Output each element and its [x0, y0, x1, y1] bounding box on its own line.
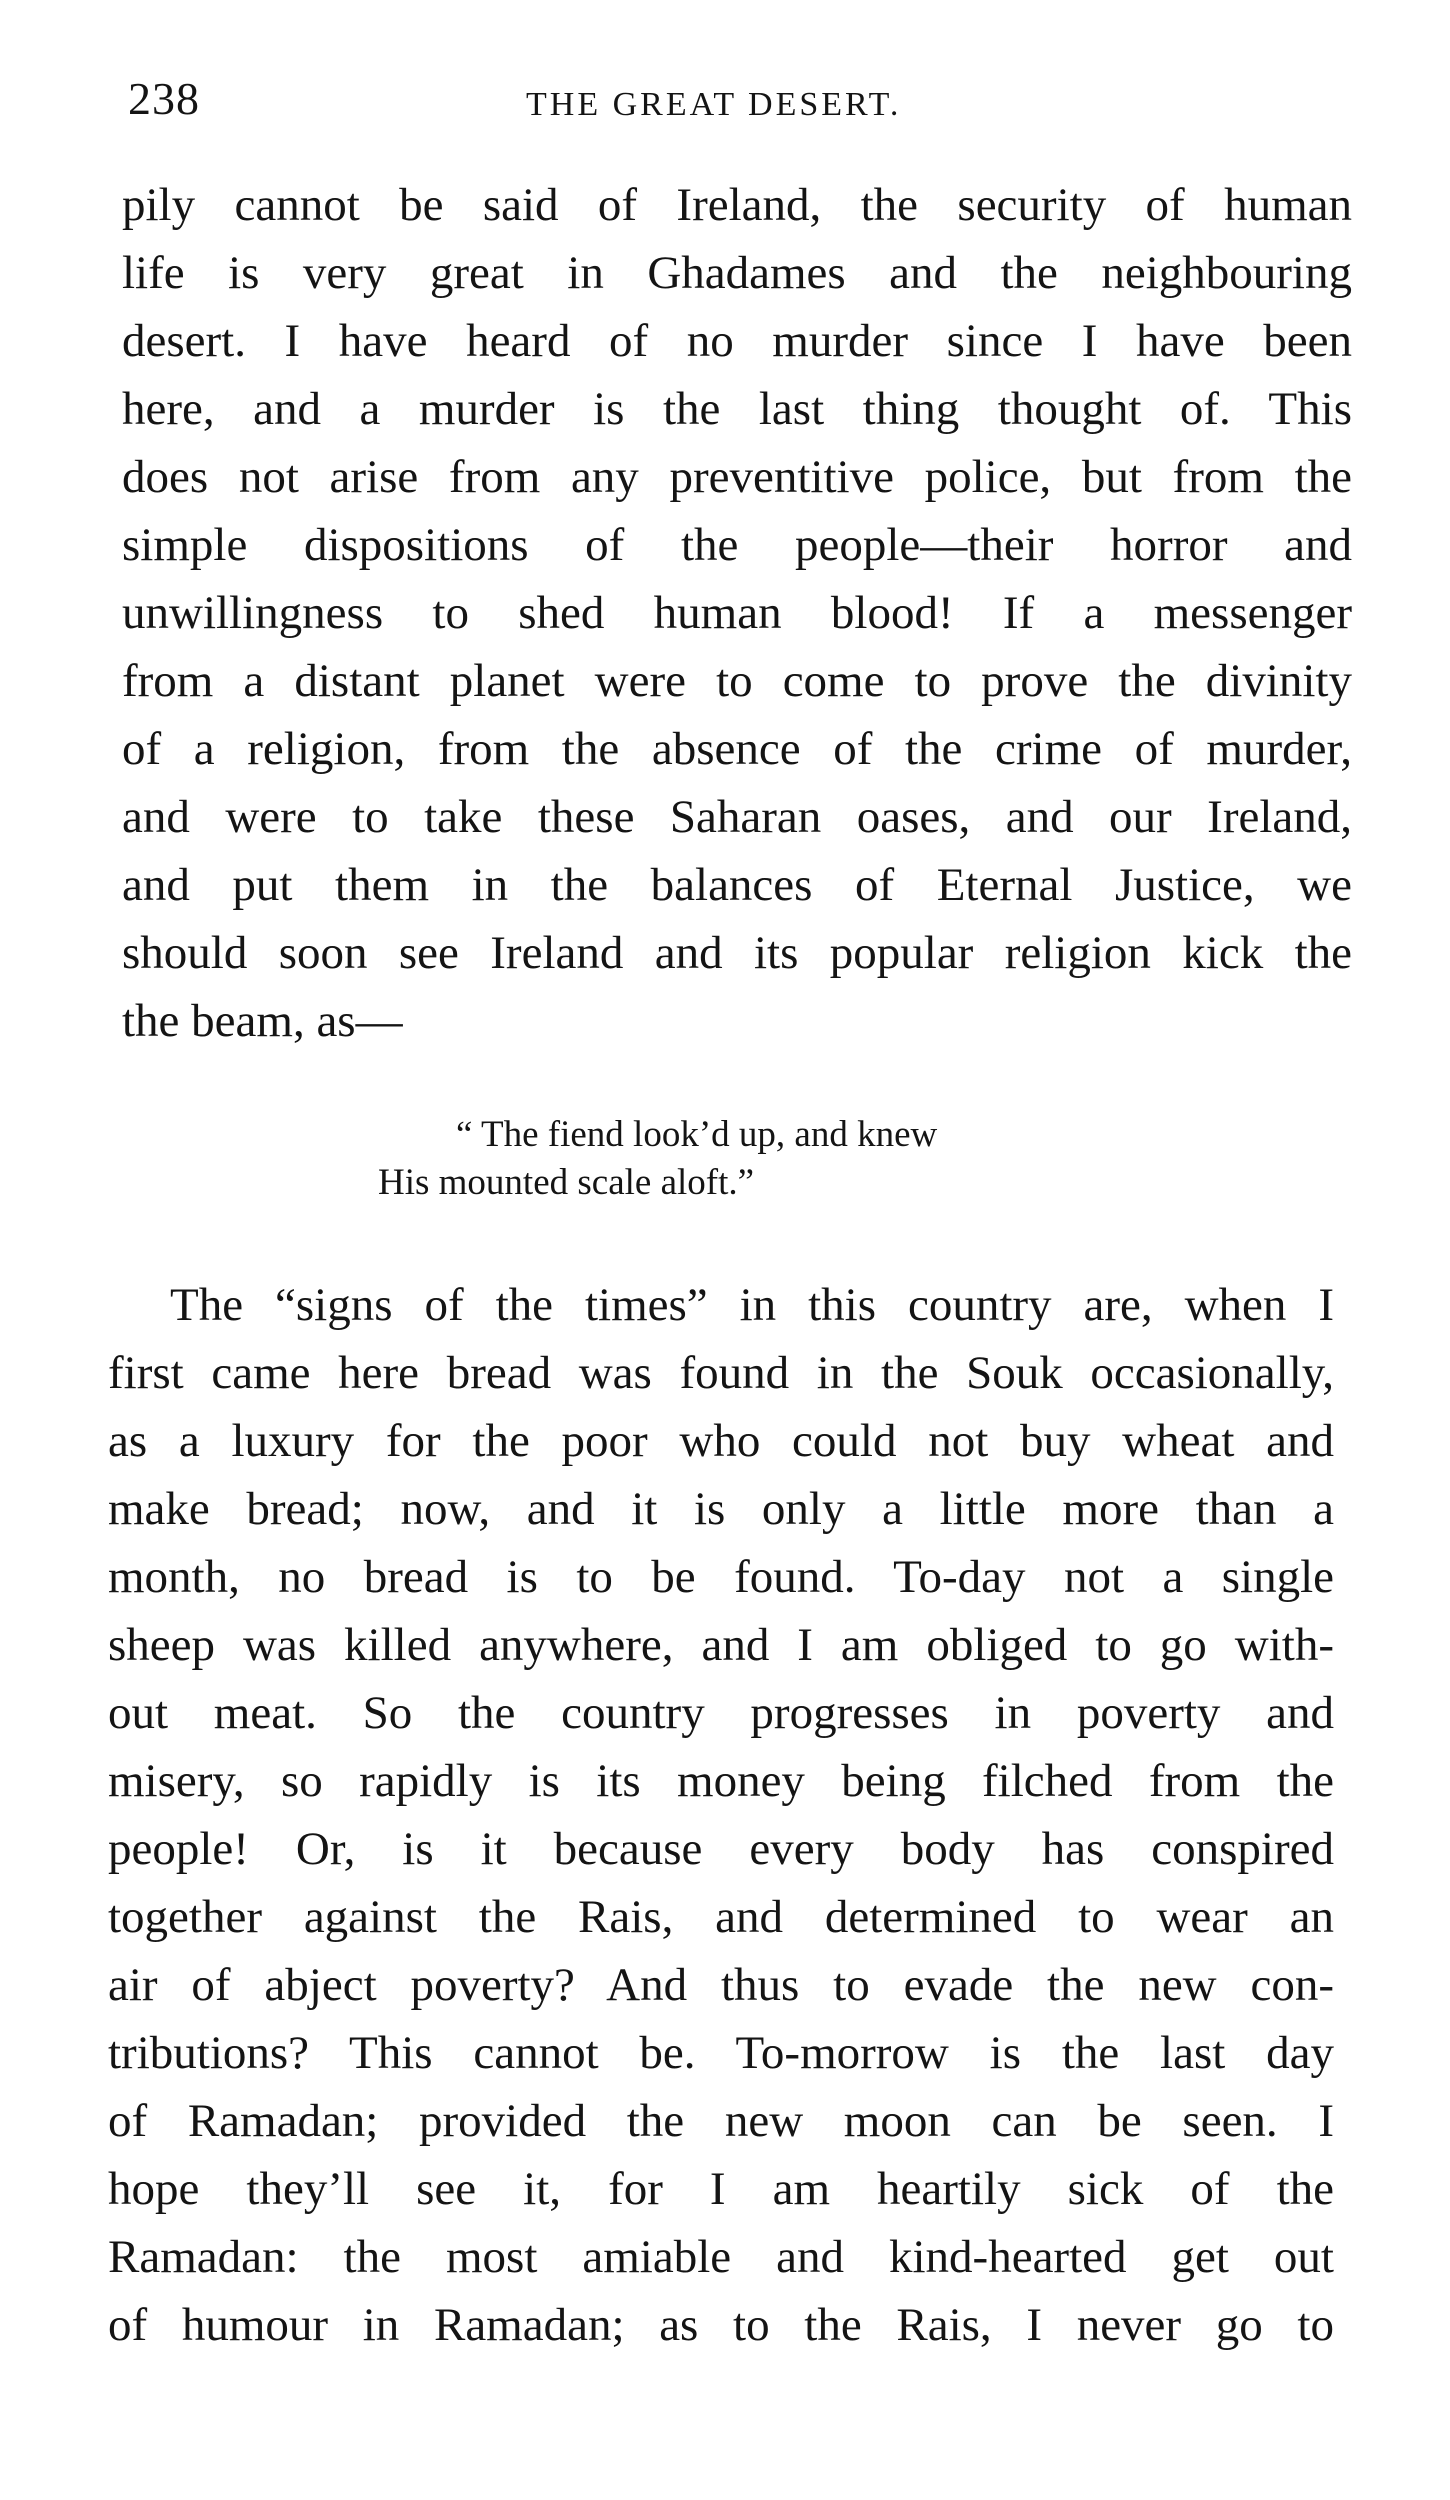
paragraph-2-line: first came here bread was found in the Souk occasionally, [108, 1347, 1334, 1399]
paragraph-1-line: life is very great in Ghadames and the neighbouring [122, 247, 1352, 299]
paragraph-1-line: pily cannot be said of Ireland, the security of human [122, 179, 1352, 231]
paragraph-1-line: unwillingness to shed human blood! If a messenger [122, 587, 1352, 639]
running-head-title: THE GREAT DESERT. [526, 86, 902, 123]
paragraph-2-line: The “signs of the times” in this country are, when I [170, 1279, 1334, 1331]
paragraph-2-line: together against the Rais, and determined to wear an [108, 1891, 1334, 1943]
paragraph-2-line: of Ramadan; provided the new moon can be seen. I [108, 2095, 1334, 2147]
paragraph-1-line: simple dispositions of the people—their horror and [122, 519, 1352, 571]
paragraph-2-line: out meat. So the country progresses in poverty and [108, 1687, 1334, 1739]
paragraph-1-line: desert. I have heard of no murder since I have been [122, 315, 1352, 367]
paragraph-1-line: the beam, as— [122, 995, 403, 1047]
running-head [128, 72, 1358, 142]
paragraph-1-line: here, and a murder is the last thing thought of. This [122, 383, 1352, 435]
paragraph-2-line: people! Or, is it because every body has conspired [108, 1823, 1334, 1875]
paragraph-2-line: make bread; now, and it is only a little more than a [108, 1483, 1334, 1535]
paragraph-2-line: Ramadan: the most amiable and kind-hearted get out [108, 2231, 1334, 2283]
paragraph-2-line: air of abject poverty? And thus to evade the new con- [108, 1959, 1334, 2011]
paragraph-2-line: sheep was killed anywhere, and I am obliged to go with- [108, 1619, 1334, 1671]
paragraph-1-line: of a religion, from the absence of the crime of murder, [122, 723, 1352, 775]
paragraph-2-line: misery, so rapidly is its money being filched from the [108, 1755, 1334, 1807]
paragraph-2-line: of humour in Ramadan; as to the Rais, I never go to [108, 2299, 1334, 2351]
paragraph-2-line: hope they’ll see it, for I am heartily sick of the [108, 2163, 1334, 2215]
paragraph-1-line: should soon see Ireland and its popular religion kick the [122, 927, 1352, 979]
quote-line: His mounted scale aloft.” [378, 1162, 755, 1203]
paragraph-1-line: and were to take these Saharan oases, and our Ireland, [122, 791, 1352, 843]
paragraph-2-line: as a luxury for the poor who could not buy wheat and [108, 1415, 1334, 1467]
paragraph-2-line: month, no bread is to be found. To-day not a single [108, 1551, 1334, 1603]
quote-line: “ The fiend look’d up, and knew [456, 1114, 938, 1155]
paragraph-1-line: does not arise from any preventitive police, but from the [122, 451, 1352, 503]
paragraph-2-line: tributions? This cannot be. To-morrow is the last day [108, 2027, 1334, 2079]
page-number: 238 [128, 73, 200, 124]
paragraph-1-line: from a distant planet were to come to prove the divinity [122, 655, 1352, 707]
paragraph-1-line: and put them in the balances of Eternal Justice, we [122, 859, 1352, 911]
